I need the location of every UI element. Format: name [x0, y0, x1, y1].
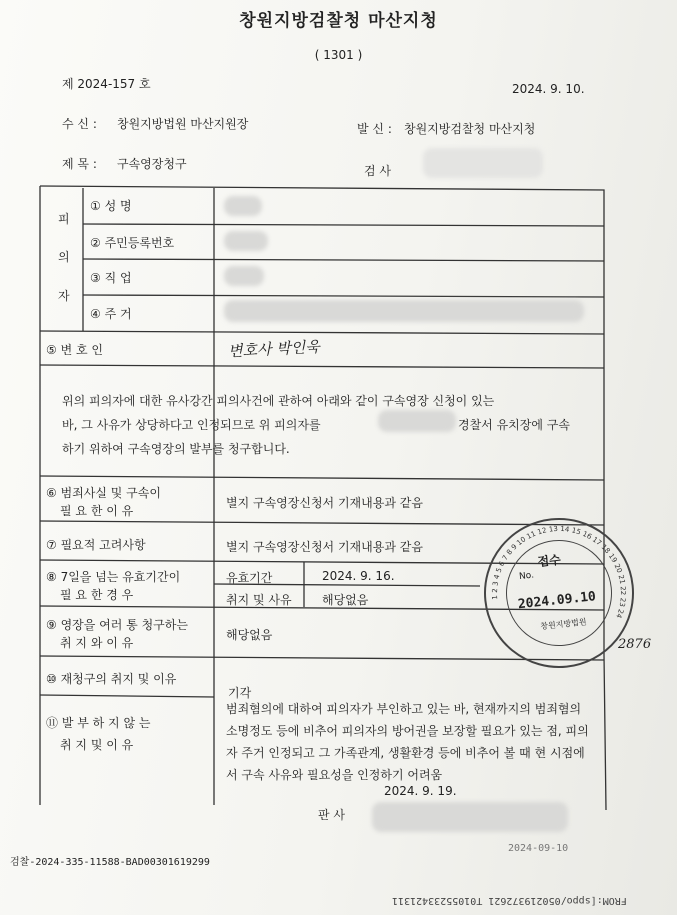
- row7-label: ⑦ 필요적 고려사항: [46, 538, 146, 552]
- body-line-3: 하기 위하여 구속영장의 발부를 청구합니다.: [62, 442, 290, 456]
- redacted-police-station: [378, 410, 456, 432]
- row8-label-2: 필 요 한 경 우: [60, 588, 134, 602]
- body-line-2b: 경찰서 유치장에 구속: [458, 418, 570, 432]
- fax-header-line: FROM:[sppo/050219372621 T01055233421311: [392, 895, 627, 906]
- stamp-date: 2024.09.10: [517, 589, 597, 613]
- redacted-judge: [372, 802, 568, 832]
- stamp-office: 창원지방법원: [539, 617, 588, 632]
- row8-validity-value: 2024. 9. 16.: [322, 569, 395, 583]
- ruling-text-2: 소명정도 등에 비추어 피의자의 방어권을 보장할 필요가 있는 점, 피의: [226, 724, 589, 738]
- ruling-text-1: 범죄혐의에 대하여 피의자가 부인하고 있는 바, 현재까지의 범죄혐의: [226, 702, 582, 716]
- row8-reason-value: 해당없음: [322, 593, 369, 607]
- row11-label-1: ⑪ 발 부 하 지 않 는: [46, 716, 151, 730]
- lawyer-handwritten: 변호사 박인욱: [227, 337, 321, 361]
- body-line-1: 위의 피의자에 대한 유사강간 피의사건에 관하여 아래와 같이 구속영장 신청이 있는: [62, 394, 495, 408]
- recipient: 창원지방법원 마산지원장: [117, 117, 249, 131]
- ruling-rejected: 기각: [228, 686, 252, 700]
- recipient-label: 수 신 :: [62, 117, 97, 131]
- prosecutor-label: 검 사: [364, 164, 391, 178]
- row10-label: ⑩ 재청구의 취지 및 이유: [46, 672, 177, 686]
- row9-value: 해당없음: [226, 628, 273, 642]
- stamp-number-label: No.: [518, 570, 535, 583]
- stamp-ring-numbers: 1 2 3 4 5 6 7 8 9 10 11 12 13 14 15 16 17 18 19 20 21 22 23 24: [490, 524, 628, 620]
- row8-validity-label: 유효기간: [226, 571, 273, 585]
- address-label: ④ 주 거: [90, 307, 132, 321]
- row8-reason-label: 취지 및 사유: [226, 593, 292, 607]
- lawyer-label: ⑤ 변 호 인: [46, 343, 103, 357]
- name-label: ① 성 명: [90, 199, 132, 213]
- redacted-name: [224, 196, 262, 216]
- reception-stamp: [477, 511, 642, 676]
- body-line-2a: 바, 그 사유가 상당하다고 인정되므로 위 피의자를: [62, 418, 321, 432]
- case-number: 검찰-2024-335-11588-BAD00301619299: [10, 857, 210, 868]
- judge-label: 판 사: [318, 808, 345, 822]
- row6-label-2: 필 요 한 이 유: [60, 504, 134, 518]
- redacted-job: [224, 266, 264, 286]
- handwritten-number: 2876: [618, 637, 652, 652]
- row6-label-1: ⑥ 범죄사실 및 구속이: [46, 486, 161, 500]
- job-label: ③ 직 업: [90, 271, 132, 285]
- row11-label-2: 취 지 및 이 유: [60, 738, 134, 752]
- ruling-date: 2024. 9. 19.: [384, 784, 457, 798]
- subject-label: 제 목 :: [62, 157, 97, 171]
- office-code: ( 1301 ): [314, 48, 363, 62]
- row8-label-1: ⑧ 7일을 넘는 유효기간이: [46, 570, 181, 584]
- rrn-label: ② 주민등록번호: [90, 236, 175, 250]
- sender: 창원지방검찰청 마산지청: [404, 122, 536, 136]
- suspect-label-2: 의: [58, 250, 70, 264]
- row7-value: 별지 구속영장신청서 기재내용과 같음: [226, 540, 423, 554]
- document-title: 창원지방검찰청 마산지청: [239, 11, 438, 31]
- footer-stamp-date: 2024-09-10: [508, 843, 569, 854]
- document-number: 제 2024-157 호: [62, 77, 151, 91]
- subject: 구속영장청구: [117, 157, 187, 171]
- sender-label: 발 신 :: [357, 122, 392, 136]
- row9-label-2: 취 지 와 이 유: [60, 636, 134, 650]
- suspect-label-1: 피: [58, 212, 70, 226]
- redacted-address: [224, 300, 584, 322]
- row6-value: 별지 구속영장신청서 기재내용과 같음: [226, 496, 423, 510]
- redacted-rrn: [224, 231, 268, 251]
- document-date: 2024. 9. 10.: [512, 82, 585, 96]
- suspect-label-3: 자: [58, 289, 70, 303]
- ruling-text-4: 서 구속 사유와 필요성을 인정하기 어려움: [226, 768, 443, 782]
- row9-label-1: ⑨ 영장을 여러 통 청구하는: [46, 618, 188, 632]
- ruling-text-3: 자 주거 인정되고 그 가족관계, 생활환경 등에 비추어 볼 때 현 시점에: [226, 746, 585, 760]
- stamp-title: 접수: [536, 552, 562, 570]
- redacted-prosecutor: [423, 148, 543, 178]
